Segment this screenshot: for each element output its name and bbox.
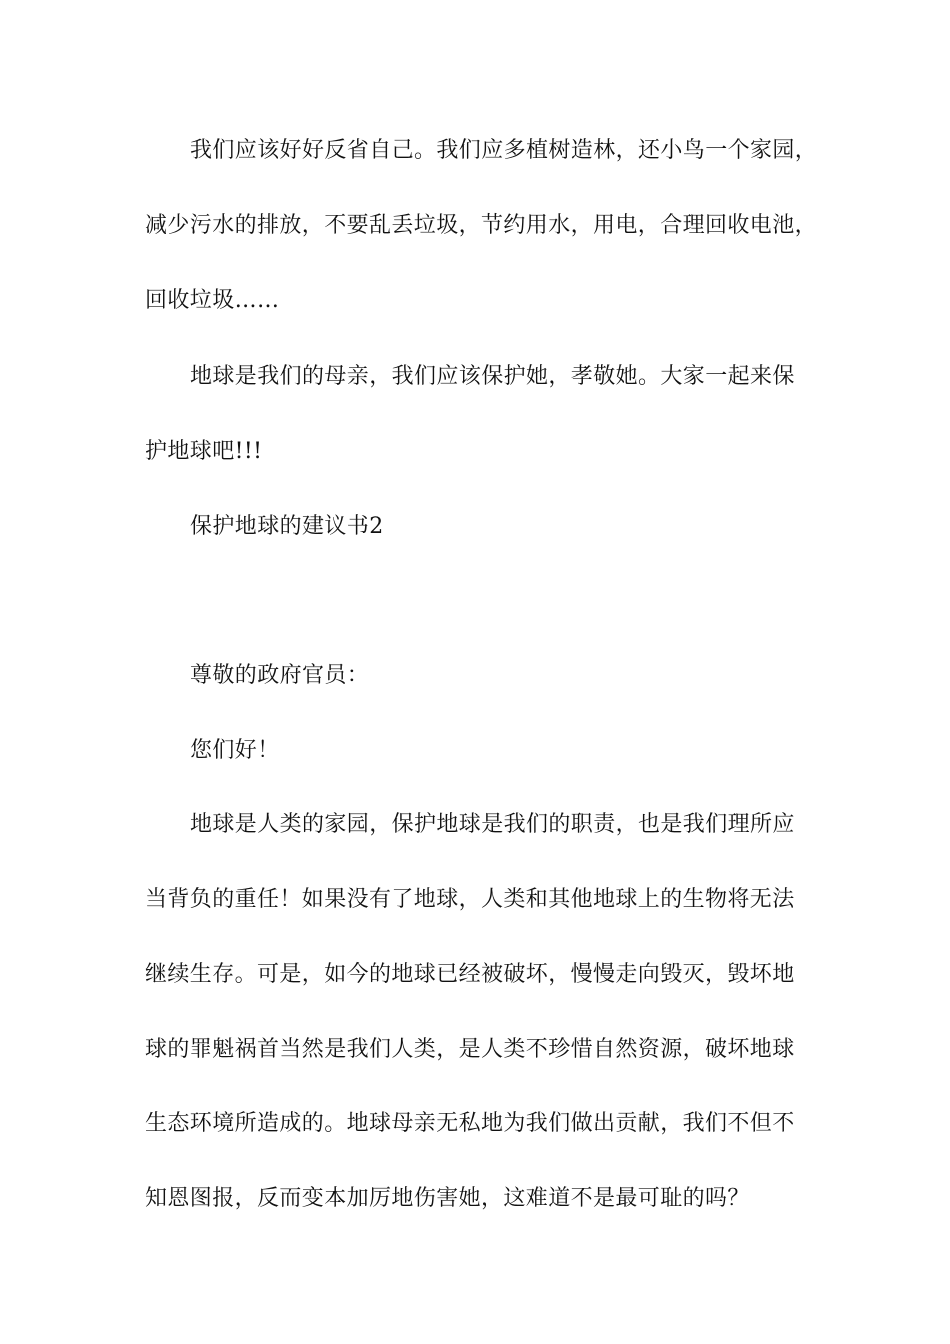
paragraph-2-line-2: 护地球吧!!! (145, 439, 263, 464)
paragraph-2-line-1: 地球是我们的母亲，我们应该保护她，孝敬她。大家一起来保 (190, 364, 795, 389)
salutation: 尊敬的政府官员： (190, 663, 370, 688)
paragraph-3-line-5: 生态环境所造成的。地球母亲无私地为我们做出贡献，我们不但不 (145, 1111, 795, 1136)
greeting: 您们好！ (190, 738, 280, 763)
paragraph-3-line-3: 继续生存。可是，如今的地球已经被破坏，慢慢走向毁灭，毁坏地 (145, 962, 795, 987)
paragraph-1-line-2: 减少污水的排放，不要乱丢垃圾，节约用水，用电，合理回收电池， (145, 213, 818, 238)
paragraph-1-line-3: 回收垃圾…… (145, 288, 280, 313)
paragraph-3-line-6: 知恩图报，反而变本加厉地伤害她，这难道不是最可耻的吗？ (145, 1186, 750, 1211)
paragraph-3-line-4: 球的罪魁祸首当然是我们人类，是人类不珍惜自然资源，破坏地球 (145, 1037, 795, 1062)
section-title: 保护地球的建议书2 (190, 514, 384, 539)
paragraph-3-line-2: 当背负的重任！如果没有了地球，人类和其他地球上的生物将无法 (145, 887, 795, 912)
paragraph-1-line-1: 我们应该好好反省自己。我们应多植树造林，还小鸟一个家园， (190, 138, 818, 163)
paragraph-3-line-1: 地球是人类的家园，保护地球是我们的职责，也是我们理所应 (190, 812, 795, 837)
